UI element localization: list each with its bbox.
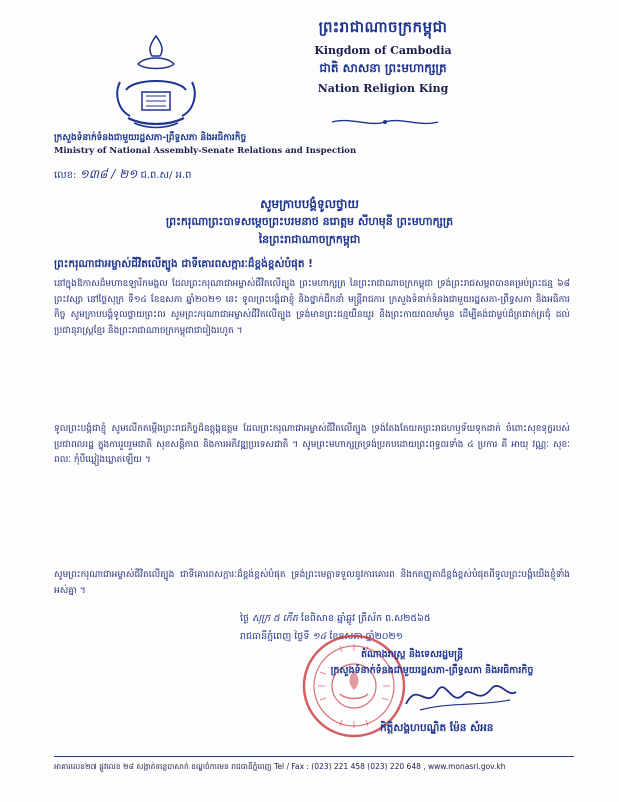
signatory-ministry: ក្រសួងទំនាក់ទំនងជាមួយរដ្ឋសភា-ព្រឹទ្ធសភា និងអធិការកិច្ច (330, 665, 534, 676)
ministry-name-en: Ministry of National Assembly-Senate Relations and Inspection (54, 146, 357, 156)
kingdom-title-en: Kingdom of Cambodia (314, 44, 452, 57)
salutation: ព្រះករុណាជាអម្ចាស់ជីវិតលើត្បូង ជាទីគោរពសក្ការៈដ៏ខ្ពង់ខ្ពស់បំផុត ! (54, 258, 313, 270)
body-paragraph-3: សូមព្រះករុណាជាអម្ចាស់ជីវិតលើត្បូង ជាទីគោរពសក្ការៈដ៏ខ្ពង់ខ្ពស់បំផុត ទ្រង់ព្រះមេត្តាទទួលនូវការគោរព និងកតញ្ញូតាដ៏ខ្ពង់ខ្ពស់បំផុតពីទូលព្រះបង្គំយើងខ្ញុំទាំងអស់គ្នា ។ (54, 570, 570, 596)
footer-address: អាគារលេខ២៧ ផ្លូវលេខ ២៨ សង្កាត់ទន្លេបាសាក់ ខណ្ឌចំការមន រាជធានីភ្នំពេញ (54, 762, 272, 771)
national-header (268, 18, 498, 95)
footer-contact (54, 762, 574, 773)
solar-date-handwritten: ១៤ (312, 631, 327, 642)
footer-tel-2: (023) 220 648 (367, 762, 421, 771)
ornament-divider-icon (330, 117, 440, 127)
reference-number (54, 166, 191, 184)
motto-en: Nation Religion King (317, 82, 449, 95)
reference-label: លេខ: (54, 170, 77, 181)
subject-line-3: នៃព្រះរាជាណាចក្រកម្ពុជា (258, 233, 361, 246)
subject-line-1: សូមក្រាបបង្គំទូលថ្វាយ (260, 197, 359, 211)
ministry-emblem-icon (108, 30, 204, 130)
footer-website: , www.monasri.gov.kh (423, 762, 506, 771)
body-paragraph-1: នៅក្នុងឱកាសដ៏មហាឧឡារិកមង្គល ដែលព្រះករុណាជាអម្ចាស់ជីវិតលើត្បូង ព្រះមហាក្សត្រ នៃព្រះរាជាណាចក្រកម្ពុជា ទ្រង់ព្រះរាជសម្ភពបានគម្រប់ព្រះជន្ម ៦៨ ព្រះវស្សា នៅថ្ងៃសុក្រ ទី១៤ ខែឧសភា ឆ្នាំ២០២១ នេះ ទូលព្រះបង្គំជាខ្ញុំ និងថ្នាក់ដឹកនាំ មន្ត្រីរាជការ ក្រសួងទំនាក់ទំនងជាមួយរដ្ឋសភា-ព្រឹទ្ធសភា និងអធិការកិច្ច សូមក្រាបបង្គំទូលថ្វាយព្រះពរ សូមព្រះករុណាជាអម្ចាស់ជីវិតលើត្បូង ទ្រង់មានព្រះជន្មយឺនយូរ និងព្រះកាយពលមាំមួន ដើម្បីគង់ជាម្លប់ដ៏ត្រជាក់ត្រជុំ ដល់ប្រជានុរាស្ត្រខ្មែរ និងព្រះរាជាណាចក្រកម្ពុជាជារៀងរហូត ។ (54, 279, 570, 336)
solar-date (240, 630, 580, 644)
reference-suffix: ជ.ព.ស/ អ.ព (140, 170, 192, 181)
lunar-date-rest: ខែពិសាខ ឆ្នាំឆ្លូវ ត្រីស័ក ព.ស២៥៦៥ (300, 613, 431, 624)
reference-handwritten: ១៣៨ / ២១ (79, 167, 138, 181)
footer-tel-label: Tel / Fax : (274, 762, 309, 771)
lunar-date-prefix: ថ្ងៃ (240, 613, 250, 624)
handwritten-signature-icon (400, 676, 520, 716)
signatory-title: តំណាងរាស្ត្រ និងទេសរដ្ឋមន្ត្រី (361, 649, 463, 660)
subject-line-2: ព្រះករុណាព្រះបាទសម្តេចព្រះបរមនាថ នរោត្តម សីហមុនី ព្រះមហាក្សត្រ (165, 215, 454, 228)
footer-divider (54, 756, 574, 757)
solar-date-prefix: រាជធានីភ្នំពេញ ថ្ងៃទី (240, 631, 310, 642)
lunar-date-handwritten: សុក្រ ៥ កើត (252, 613, 298, 624)
lunar-date (240, 612, 580, 626)
kingdom-title-kh: ព្រះរាជាណាចក្រកម្ពុជា (318, 18, 448, 36)
footer-tel-1: (023) 221 458 (311, 762, 365, 771)
ministry-name-kh: ក្រសួងទំនាក់ទំនងជាមួយរដ្ឋសភា-ព្រឹទ្ធសភា និងអធិការកិច្ច (54, 133, 247, 143)
body-paragraph-2: ទូលព្រះបង្គំជាខ្ញុំ សូមលើកតម្កើងព្រះរាជកិច្ចដ៏ឧត្តុង្គឧត្តម ដែលព្រះករុណាជាអម្ចាស់ជីវិតលើត្បូង ទ្រង់តែងតែយកព្រះរាជហឫទ័យទុកដាក់ ចំពោះសុខទុក្ខរបស់ប្រជាពលរដ្ឋ ក្នុងការរួបរួមជាតិ សុខសន្តិភាព និងការអភិវឌ្ឍប្រទេសជាតិ ។ សូមព្រះមហាក្សត្រទ្រង់ប្រកបដោយព្រះពុទ្ធពរទាំង ៤ ប្រការ គឺ អាយុ វណ្ណៈ សុខៈ ពលៈ កុំបីឃ្លៀងឃ្លាតឡើយ ។ (54, 424, 570, 465)
signer-name: កិត្តិសង្គហបណ្ឌិត ម៉ែន សំអន (380, 722, 494, 734)
motto-kh: ជាតិ សាសនា ព្រះមហាក្សត្រ (319, 61, 447, 75)
solar-date-rest: ខែឧសភា ឆ្នាំ២០២១ (329, 631, 403, 642)
